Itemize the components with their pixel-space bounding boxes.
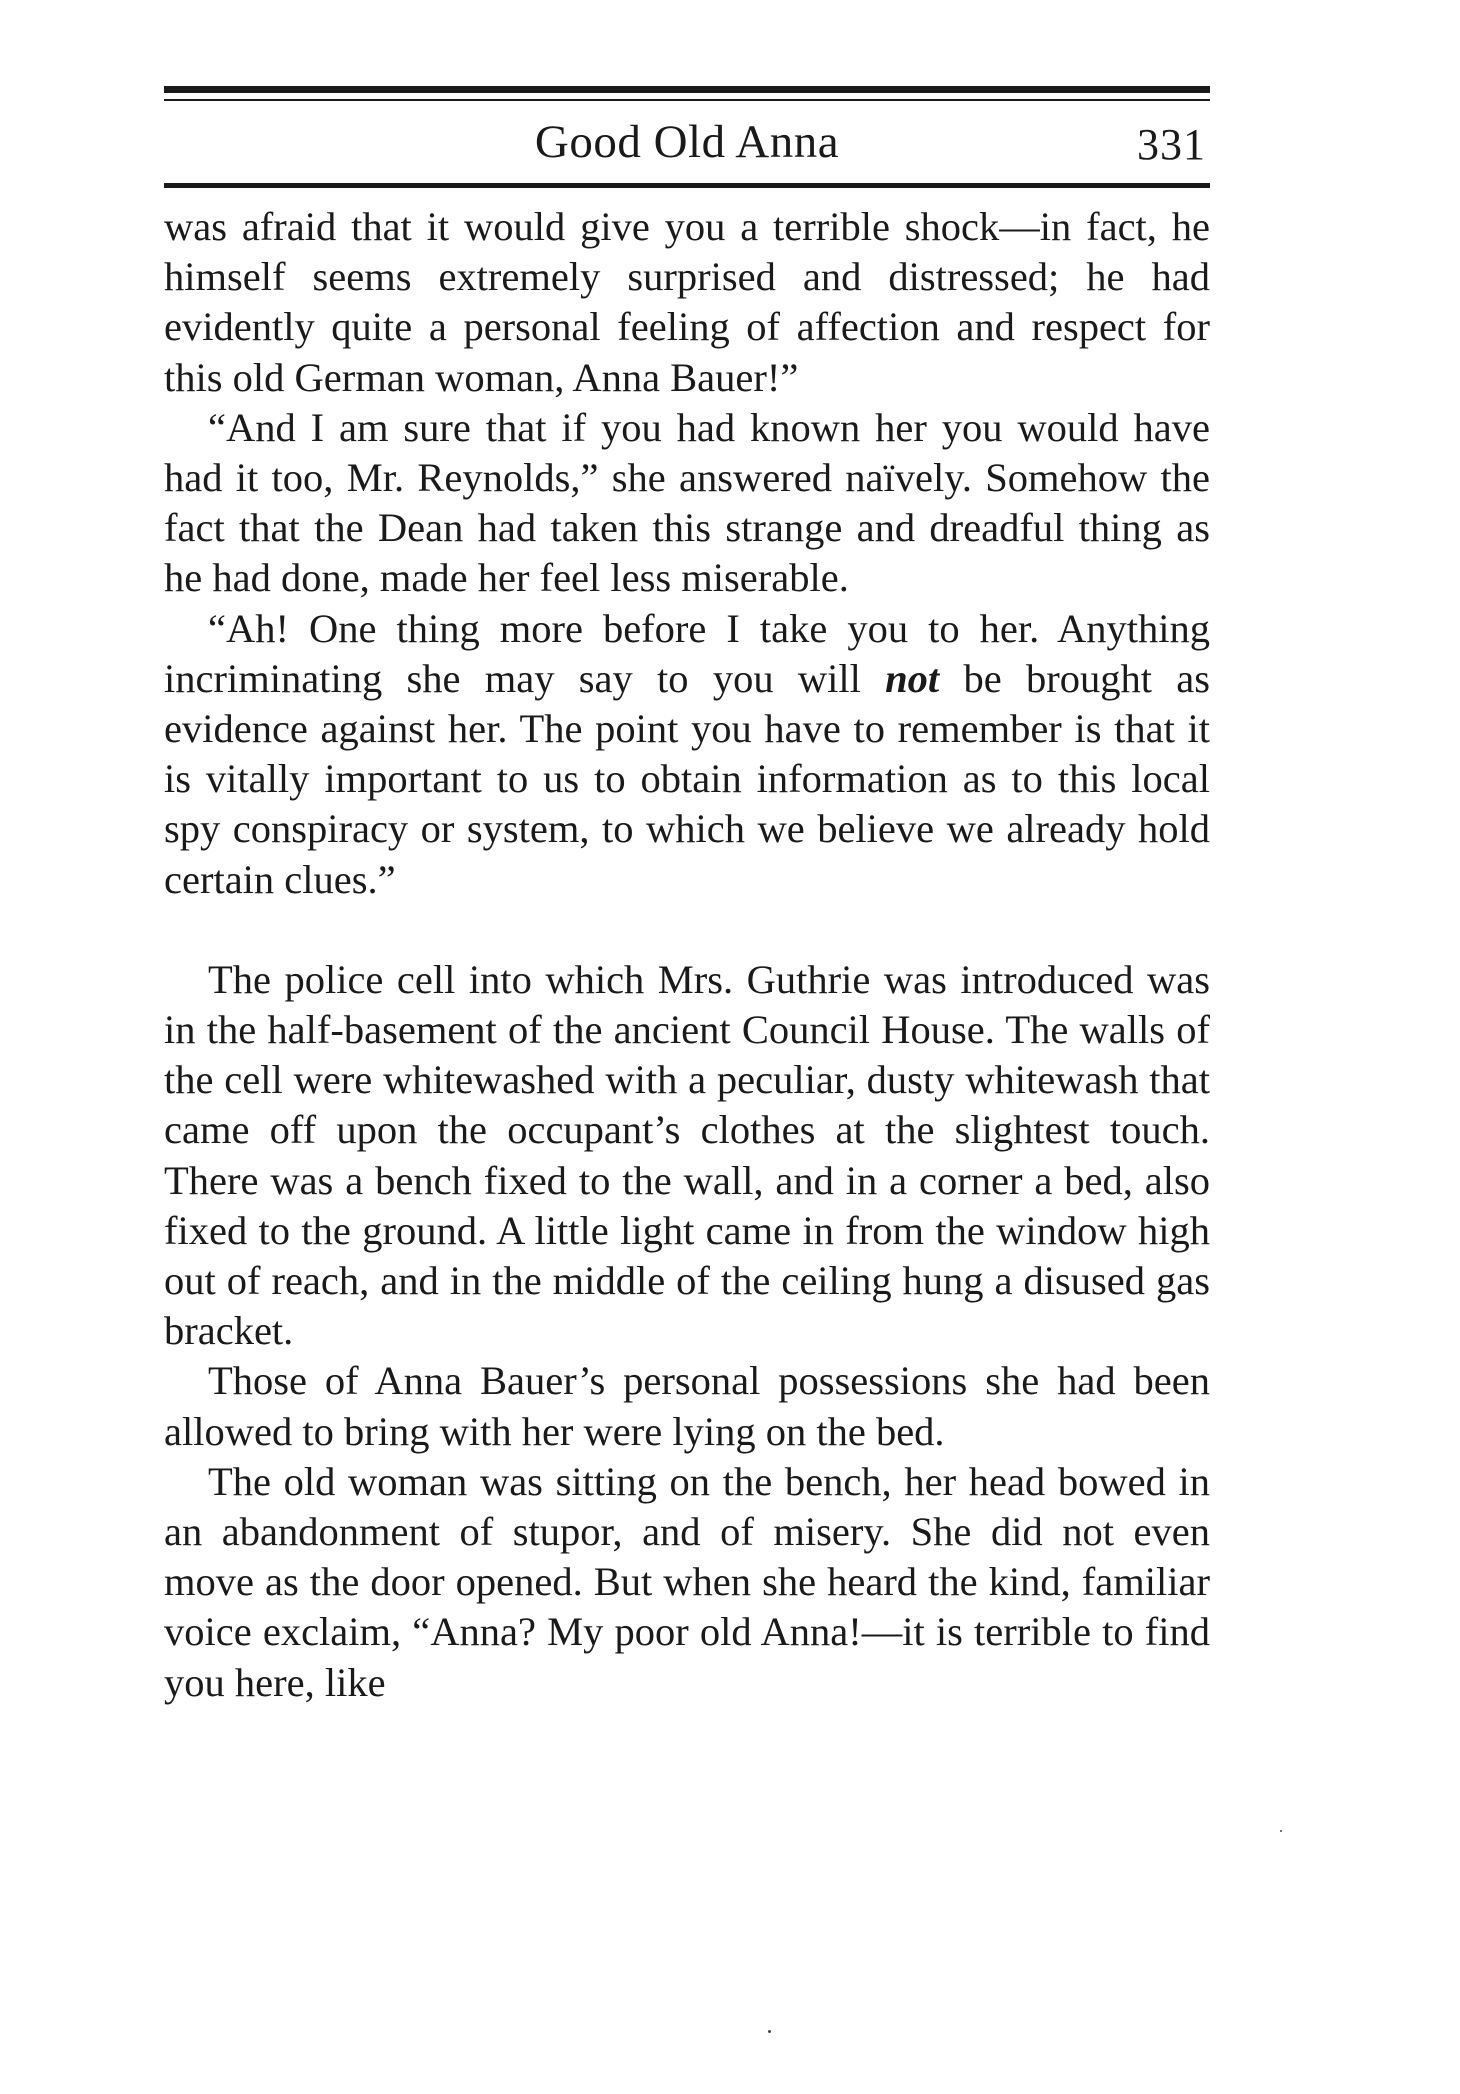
paragraph-old-woman: The old woman was sitting on the bench, her head bowed in an abandonment of stupor, and of misery. She did not even move as the door opened. But when she heard the kind, familiar voice exclaim, “Anna? My poor old Anna!—it is terrible to find you here, like: [164, 1458, 1210, 1705]
paragraph-cell-description: The police cell into which Mrs. Guthrie was introduced was in the half-basement of the ancient Council House. The walls of the cell were whitewashed with a peculiar, dusty whitewash that came off upon the occupant’s clothes at the slightest touch. There was a bench fixed to the wall, and in a corner a bed, also fixed to the ground. A little light came in from the window high out of reach, and in the middle of the ceiling hung a disused gas bracket.: [164, 956, 1210, 1354]
running-head: [164, 101, 1210, 183]
scan-speck: [768, 2030, 771, 2033]
paragraph-instruction: [164, 604, 1210, 905]
paragraph-instruction-start: “Ah! One thing more before I take you to her. Anything incriminating she may say to you will: [164, 605, 1210, 701]
paragraph-continued: was afraid that it would give you a terrible shock—in fact, he himself seems extremely surprised and distressed; he had evidently quite a personal feeling of affection and respect for this old German woman, Anna Bauer!”: [164, 204, 1210, 400]
paragraph-instruction-end: be brought as evidence against her. The point you have to remember is that it is vitally important to us to obtain information as to this local spy conspiracy or system, to which we believe we already hold certain clues.”: [164, 655, 1210, 902]
page-number: 331: [1137, 120, 1206, 169]
running-title: Good Old Anna: [534, 116, 840, 168]
emphasis-not: not: [885, 655, 940, 701]
paragraph-reply: “And I am sure that if you had known her you would have had it too, Mr. Reynolds,” she answered naïvely. Somehow the fact that the Dean had taken this strange and dreadful thing as he had done, made her feel less miserable.: [164, 404, 1210, 601]
book-page: [164, 86, 1210, 1708]
body-text: [164, 202, 1210, 1708]
paragraph-possessions: Those of Anna Bauer’s personal possessions she had been allowed to bring with her were lying on the bed.: [164, 1358, 1210, 1454]
section-break: [164, 905, 1210, 955]
top-rule: [164, 86, 1210, 93]
head-rule: [164, 183, 1210, 188]
scan-speck: [1280, 1830, 1282, 1832]
